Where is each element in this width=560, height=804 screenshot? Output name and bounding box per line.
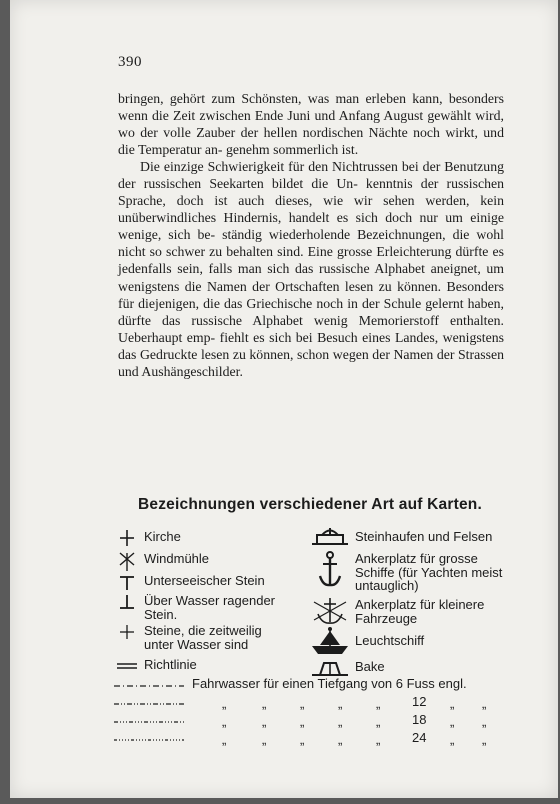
text-line: bringen, gehört zum Schönsten, was man erleben kann, bbox=[118, 91, 443, 106]
text-line: besonders wenn die Zeit zwischen Ende Juni und Anfang bbox=[118, 91, 504, 124]
legend-item-ankerplatz-gross: Ankerplatz für grosse Schiffe (für Yachten meist untauglich) bbox=[305, 550, 505, 593]
legend-item-ueber-wasser-stein: Über Wasser ragender Stein. bbox=[110, 592, 294, 621]
text-line: Alphabet wenig Memorierstoff enthalten. Ueberhaupt emp- bbox=[118, 312, 504, 345]
fairway-row-6: Fahrwasser für einen Tiefgang von 6 Fuss engl. bbox=[110, 676, 510, 694]
fairway-24-line-icon bbox=[114, 738, 184, 742]
ditto-mark: „ bbox=[376, 714, 381, 729]
legend-item-leuchtschiff: Leuchtschiff bbox=[305, 626, 424, 656]
fairway-row-12: 12 „ „ „ „ „ „ „ bbox=[110, 694, 510, 712]
map-legend bbox=[110, 496, 510, 747]
text-line: August gewählt wird, wo der volle Zauber der hellen bbox=[118, 108, 504, 141]
range-line-icon bbox=[115, 656, 139, 676]
ditto-mark: „ bbox=[300, 714, 305, 729]
ditto-mark: „ bbox=[300, 696, 305, 711]
text-line: noch in der Schule gelernt haben, dürfte das russische bbox=[118, 295, 504, 328]
ditto-mark: „ bbox=[338, 696, 343, 711]
legend-item-kirche: Kirche bbox=[110, 528, 181, 552]
body-text bbox=[118, 90, 504, 380]
text-line: der Strassen und Aushängeschilder. bbox=[118, 346, 504, 379]
legend-item-windmuehle: Windmühle bbox=[110, 550, 209, 574]
ditto-mark: „ bbox=[482, 732, 487, 747]
legend-item-richtlinie: Richtlinie bbox=[110, 656, 197, 680]
fairway-legend bbox=[110, 676, 510, 748]
fairway-18-line-icon bbox=[114, 720, 184, 724]
text-line: aneignet, um wenigstens die Namen der Ortschaften lesen bbox=[118, 261, 505, 294]
windmill-icon bbox=[117, 550, 137, 572]
book-page bbox=[10, 0, 558, 798]
small-anchorage-icon bbox=[310, 596, 350, 626]
legend-item-bake: Bake bbox=[305, 656, 385, 678]
ditto-mark: „ bbox=[376, 732, 381, 747]
ditto-mark: „ bbox=[262, 732, 267, 747]
legend-item-unterseeischer-stein: Unterseeischer Stein bbox=[110, 572, 265, 596]
ditto-mark: „ bbox=[482, 696, 487, 711]
text-line: handelt es sich doch nur um einige wenige, sich be- bbox=[118, 210, 505, 243]
legend-item-zeitweilig-steine: Steine, die zeitweilig unter Wasser sind bbox=[110, 622, 294, 651]
text-line: Die einzige Schwierigkeit für den Nichtrussen bei bbox=[140, 159, 419, 175]
ditto-mark: „ bbox=[222, 732, 227, 747]
text-line: zu können. Besonders für diejenigen, die das Griechische bbox=[118, 278, 504, 311]
text-line: es jedenfalls sein, falls man sich das russische Alphabet bbox=[118, 244, 505, 277]
ditto-mark: „ bbox=[482, 714, 487, 729]
text-line: kenntnis der russischen Sprache, doch ist auch dieses, bbox=[118, 176, 505, 209]
fairway-row-24: 24 „ „ „ „ „ „ „ bbox=[110, 730, 510, 748]
text-line: wie wir sehen werden, kein unüberwindliches Hindernis, bbox=[118, 193, 505, 226]
page-number: 390 bbox=[118, 54, 142, 70]
text-line: fiehlt es sich bei Besuch eines Landes, wenigstens das bbox=[118, 329, 504, 362]
ditto-mark: „ bbox=[450, 696, 455, 711]
paragraph bbox=[118, 90, 504, 158]
ditto-mark: „ bbox=[262, 696, 267, 711]
cross-icon bbox=[117, 528, 137, 548]
legend-item-steinhaufen: Steinhaufen und Felsen bbox=[305, 524, 492, 548]
text-line: nordischen Nächte noch wirkt, und die Temperatur an- bbox=[118, 125, 504, 158]
rock-above-water-icon bbox=[117, 592, 137, 612]
text-line: der Benutzung der russischen Seekarten bildet die Un- bbox=[118, 159, 504, 192]
legend-title: Bezeichnungen verschiedener Art auf Karten. bbox=[138, 496, 482, 513]
text-line: ständig wiederholende Bezeichnungen, die wohl nicht so bbox=[118, 227, 505, 260]
ditto-mark: „ bbox=[450, 732, 455, 747]
ditto-mark: „ bbox=[262, 714, 267, 729]
legend-grid bbox=[110, 528, 510, 678]
ditto-mark: „ bbox=[300, 732, 305, 747]
text-line: schwer zu behalten sind. Eine grosse Erleichterung dürfte bbox=[166, 244, 489, 260]
ditto-mark: „ bbox=[376, 696, 381, 711]
ditto-mark: „ bbox=[222, 696, 227, 711]
legend-item-ankerplatz-klein: Ankerplatz für kleinere Fahrzeuge bbox=[305, 596, 505, 626]
text-line: genehm sommerlich ist. bbox=[225, 142, 359, 158]
fairway-6-line-icon bbox=[114, 684, 184, 688]
text-line: Gedruckte lesen zu können, schon wegen der Namen bbox=[139, 346, 434, 362]
fairway-12-line-icon bbox=[114, 702, 184, 706]
cairn-icon bbox=[308, 524, 352, 548]
ditto-mark: „ bbox=[222, 714, 227, 729]
underwater-rock-icon bbox=[117, 572, 137, 592]
ditto-mark: „ bbox=[450, 714, 455, 729]
beacon-icon bbox=[308, 656, 352, 678]
lightship-icon bbox=[308, 626, 352, 656]
paragraph bbox=[118, 158, 504, 380]
ditto-mark: „ bbox=[338, 732, 343, 747]
ditto-mark: „ bbox=[338, 714, 343, 729]
anchor-icon bbox=[315, 550, 345, 590]
fairway-row-18: 18 „ „ „ „ „ „ „ bbox=[110, 712, 510, 730]
intermittent-rock-icon bbox=[117, 622, 137, 642]
